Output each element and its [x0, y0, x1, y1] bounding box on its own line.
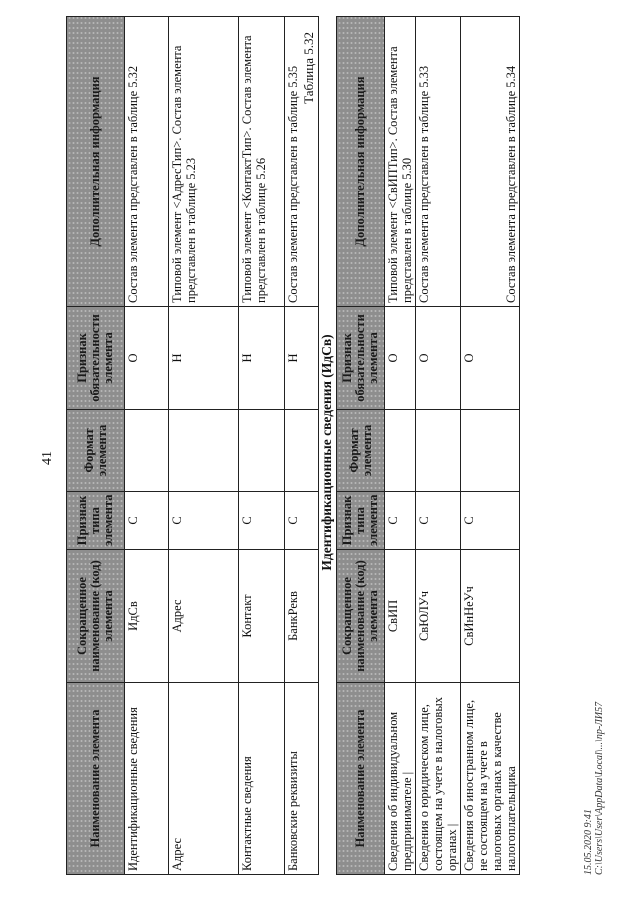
cell-code: Контакт	[239, 550, 285, 683]
cell-format	[125, 410, 169, 492]
header-type: Признак типа элемента	[337, 492, 385, 550]
cell-code: СвИнНеУч	[461, 550, 520, 683]
header-format: Формат элемента	[67, 410, 125, 492]
header-info: Дополнительная информация	[67, 17, 125, 307]
cell-info: Типовой элемент <СвИПТип>. Состав элемента представлен в таблице 5.30	[385, 17, 416, 307]
header-name: Наименование элемента	[337, 683, 385, 875]
header-required: Признак обязательности элемента	[337, 307, 385, 410]
table-caption: Таблица 5.32	[301, 32, 316, 104]
cell-type: С	[125, 492, 169, 550]
cell-required: Н	[285, 307, 319, 410]
table-row	[285, 17, 319, 875]
table-header-row	[67, 17, 125, 875]
page-number: 41	[40, 451, 55, 465]
table-row	[385, 17, 416, 875]
header-code: Сокращенное наименование (код) элемента	[337, 550, 385, 683]
table-row	[461, 17, 520, 875]
cell-required: О	[385, 307, 416, 410]
cell-name: Банковские реквизиты	[285, 683, 319, 875]
cell-name: Сведения об иностранном лице, не состоящем на учете в налоговых органах в качестве налогоплательщика	[461, 683, 520, 875]
cell-name: Идентификационные сведения	[125, 683, 169, 875]
cell-format	[169, 410, 239, 492]
footer-line-2: С:\Users\User\AppData\Local\...\пр-ЛИ57	[594, 701, 605, 875]
cell-required: О	[125, 307, 169, 410]
cell-code: СвИП	[385, 550, 416, 683]
cell-format	[285, 410, 319, 492]
cell-info: Состав элемента представлен в таблице 5.32	[125, 17, 169, 307]
cell-name: Сведения об индивидуальном предпринимателе |	[385, 683, 416, 875]
cell-code: ИдСв	[125, 550, 169, 683]
cell-info: Состав элемента представлен в таблице 5.33	[416, 17, 461, 307]
cell-code: БанкРекв	[285, 550, 319, 683]
cell-type: С	[239, 492, 285, 550]
cell-info: Состав элемента представлен в таблице 5.35	[285, 17, 319, 307]
table-row	[239, 17, 285, 875]
cell-code: СвЮЛУч	[416, 550, 461, 683]
footer-line-1: 15.05.2020 9:41	[583, 809, 594, 875]
header-code: Сокращенное наименование (код) элемента	[67, 550, 125, 683]
cell-type: С	[285, 492, 319, 550]
cell-info: Состав элемента представлен в таблице 5.34	[461, 17, 520, 307]
cell-type: С	[385, 492, 416, 550]
cell-name: Сведения о юридическом лице, состоящем на учете в налоговых органах |	[416, 683, 461, 875]
elements-table	[66, 16, 319, 875]
cell-name: Адрес	[169, 683, 239, 875]
cell-format	[385, 410, 416, 492]
cell-required: О	[461, 307, 520, 410]
cell-required: Н	[239, 307, 285, 410]
table-row	[125, 17, 169, 875]
table-title: Идентификационные сведения (ИдСв)	[319, 334, 334, 571]
cell-name: Контактные сведения	[239, 683, 285, 875]
header-format: Формат элемента	[337, 410, 385, 492]
cell-type: С	[416, 492, 461, 550]
table-header-row	[337, 17, 385, 875]
footer-stamp	[583, 702, 605, 875]
cell-type: С	[461, 492, 520, 550]
header-info: Дополнительная информация	[337, 17, 385, 307]
cell-required: Н	[169, 307, 239, 410]
header-type: Признак типа элемента	[67, 492, 125, 550]
table-row	[416, 17, 461, 875]
cell-info: Типовой элемент <КонтактТип>. Состав элемента представлен в таблице 5.26	[239, 17, 285, 307]
cell-info: Типовой элемент <АдресТип>. Состав элемента представлен в таблице 5.23	[169, 17, 239, 307]
cell-required: О	[416, 307, 461, 410]
cell-type: С	[169, 492, 239, 550]
header-name: Наименование элемента	[67, 683, 125, 875]
cell-format	[416, 410, 461, 492]
identification-table	[336, 16, 520, 875]
table-row	[169, 17, 239, 875]
cell-format	[239, 410, 285, 492]
header-required: Признак обязательности элемента	[67, 307, 125, 410]
cell-code: Адрес	[169, 550, 239, 683]
cell-format	[461, 410, 520, 492]
